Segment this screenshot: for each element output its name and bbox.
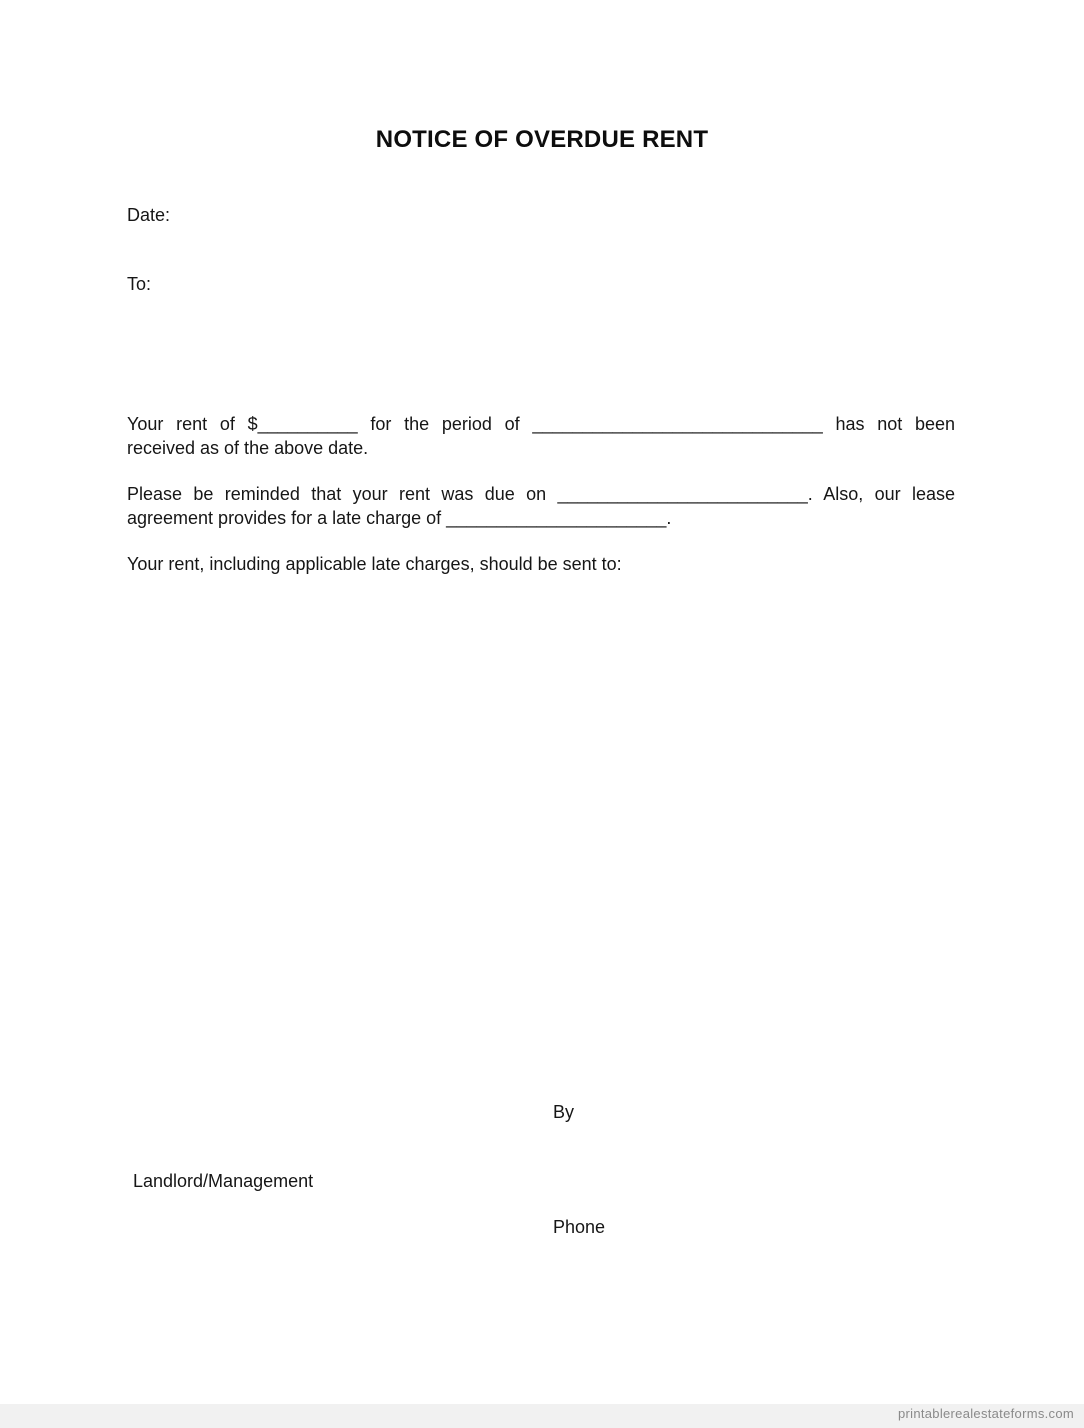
date-label: Date: (127, 205, 171, 225)
due-date-line-1: Please be reminded that your rent was due on _________________________. Also, our lease (127, 484, 955, 504)
send-to-paragraph: Your rent, including applicable late charges, should be sent to: (127, 554, 622, 574)
due-date-paragraph (127, 483, 955, 530)
to-label: To: (127, 274, 152, 294)
document-title: NOTICE OF OVERDUE RENT (375, 126, 709, 153)
rent-amount-paragraph (127, 413, 955, 460)
by-label: By (553, 1102, 575, 1122)
phone-label: Phone (553, 1217, 606, 1237)
rent-amount-line-1: Your rent of $__________ for the period of _____________________________ has not been (127, 414, 955, 434)
landlord-label: Landlord/Management (133, 1171, 314, 1191)
footer-watermark: printablerealestateforms.com (897, 1406, 1074, 1421)
due-date-line-2: agreement provides for a late charge of ______________________. (127, 507, 672, 528)
rent-amount-line-2: received as of the above date. (127, 437, 369, 458)
